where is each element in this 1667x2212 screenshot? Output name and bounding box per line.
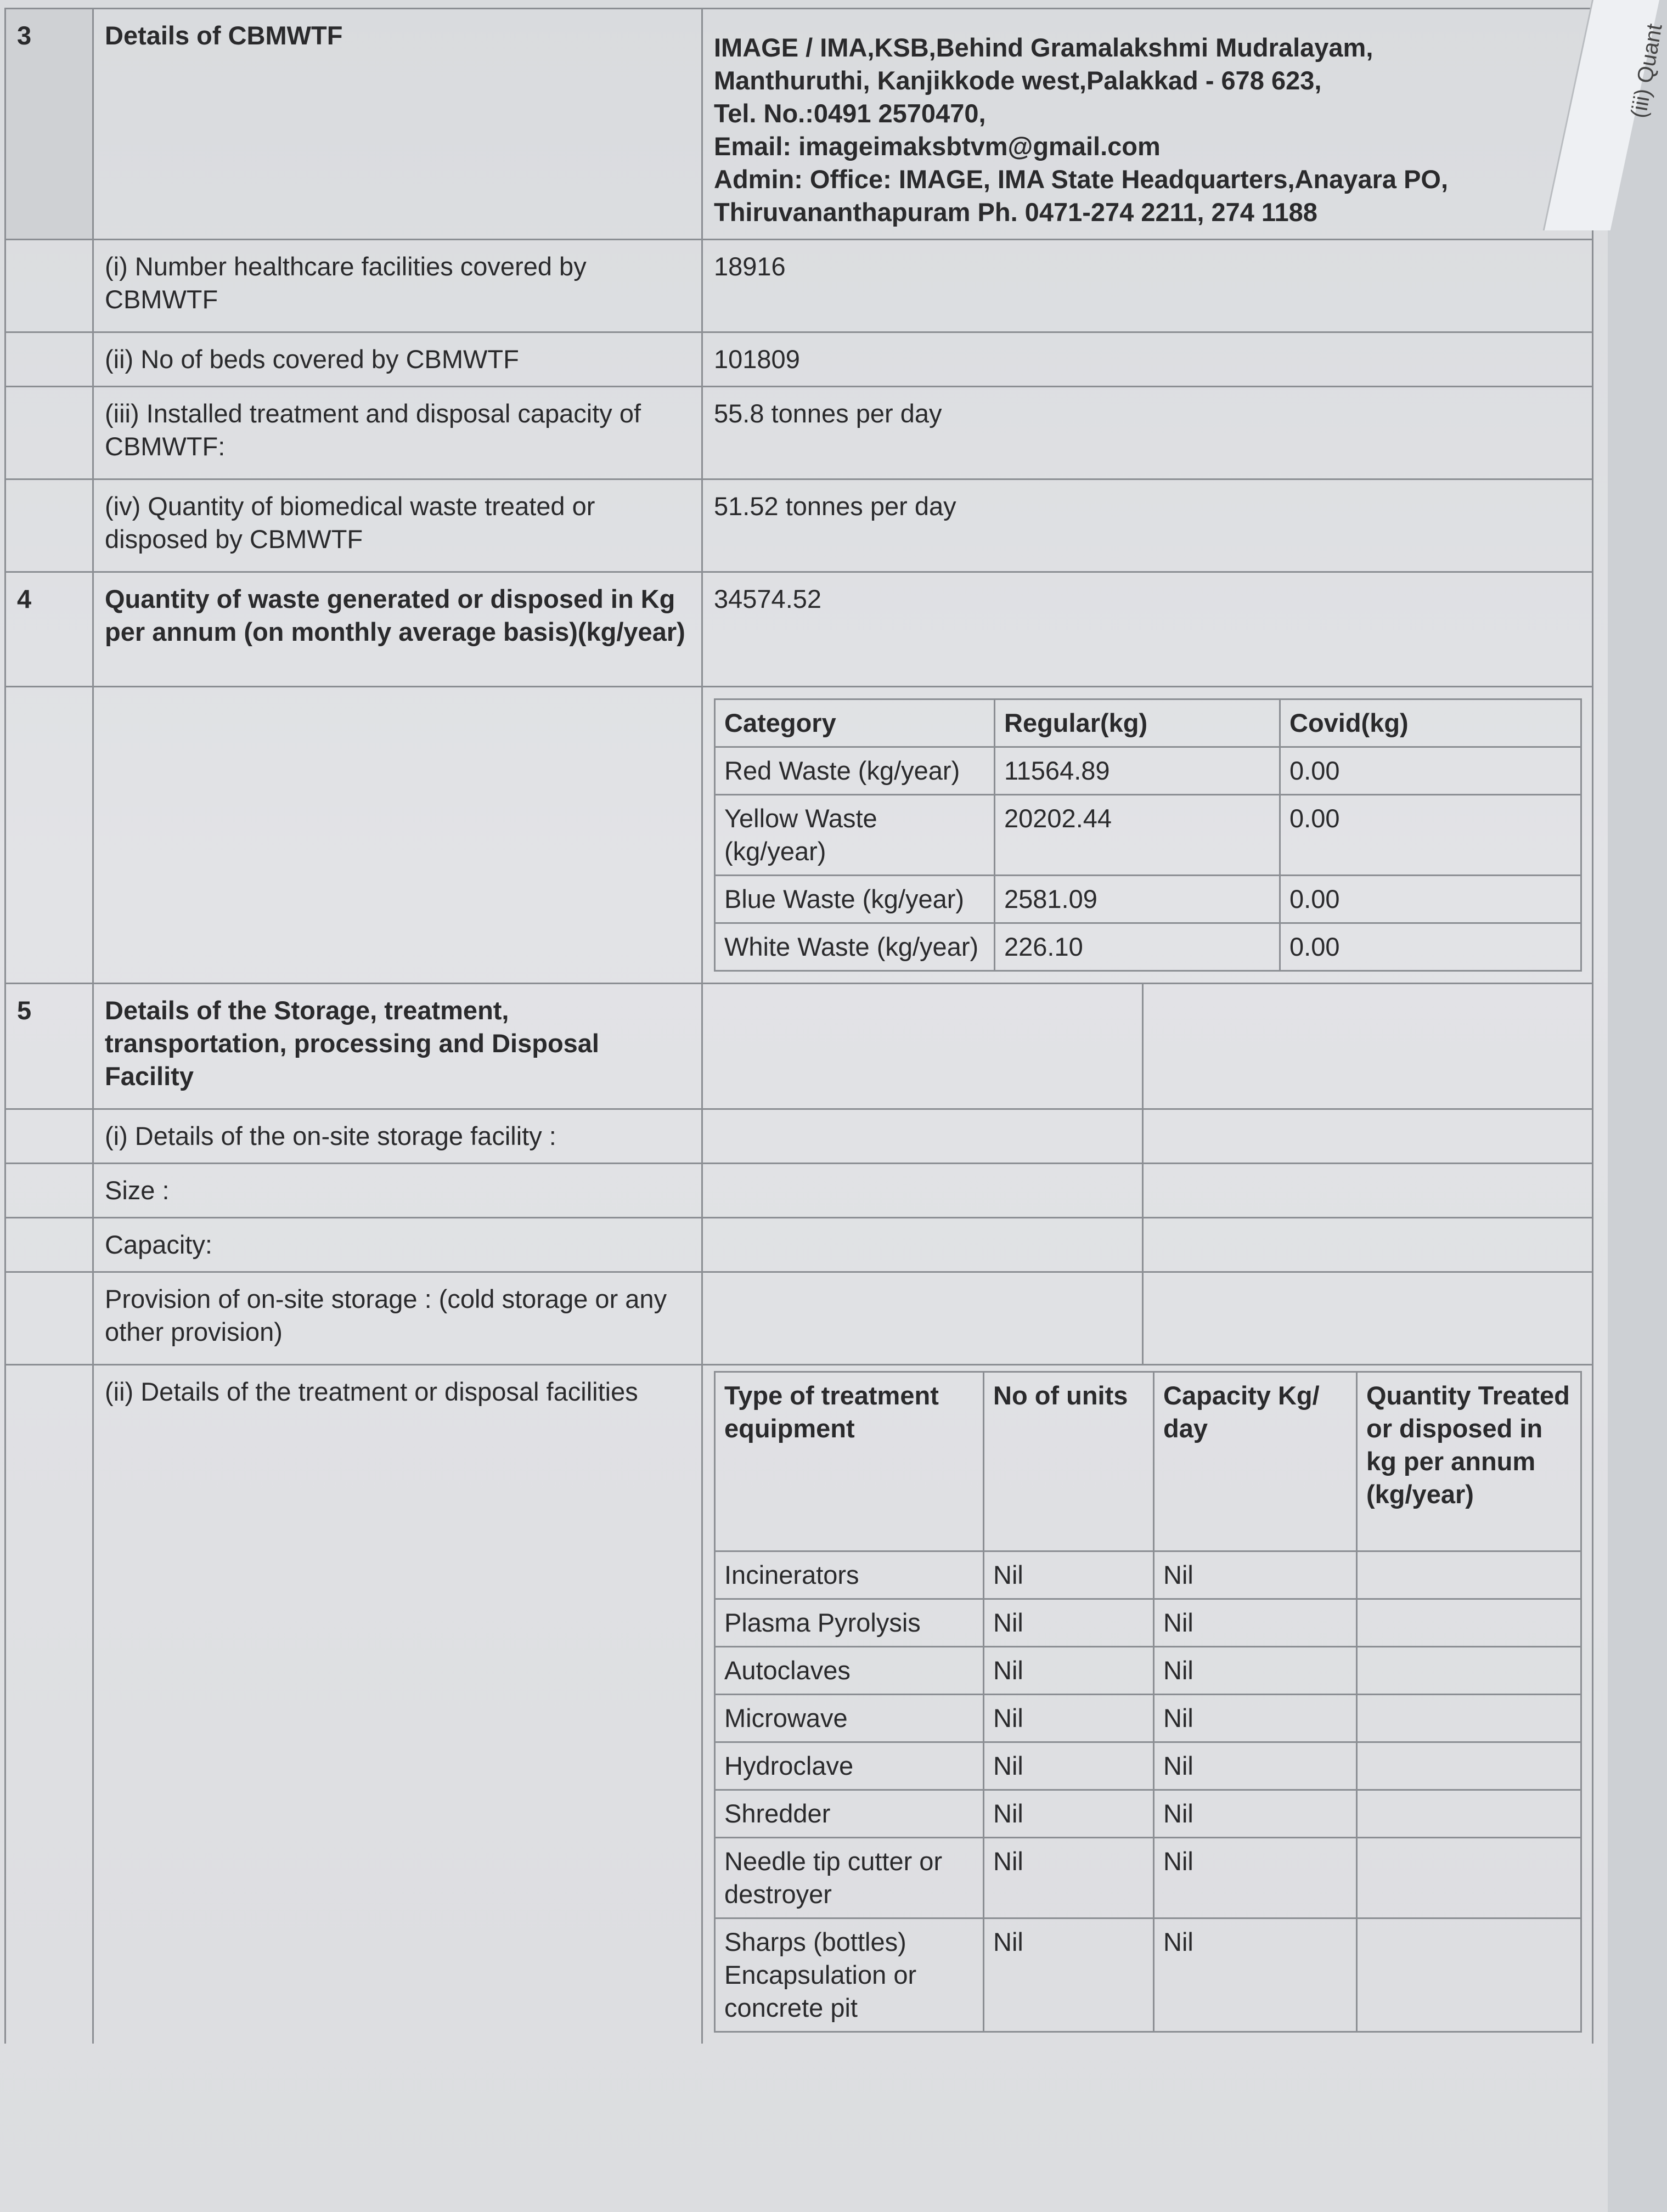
table-cell: Nil: [984, 1790, 1154, 1838]
row-value: 51.52 tonnes per day: [702, 479, 1593, 572]
storage-facility-label: (i) Details of the on-site storage facility :: [93, 1109, 702, 1164]
column-header: Quantity Treated or disposed in kg per annum (kg/year): [1357, 1372, 1581, 1551]
treatment-facilities-label: (ii) Details of the treatment or disposal facilities: [93, 1365, 702, 2044]
table-row: [5, 332, 1593, 387]
table-cell: Nil: [984, 1647, 1154, 1695]
section-number: 3: [5, 9, 93, 240]
table-row: [715, 923, 1581, 971]
table-row: [715, 1599, 1581, 1647]
table-row: [715, 795, 1581, 876]
section-number: 5: [5, 984, 93, 1109]
table-cell: [1357, 1551, 1581, 1599]
table-row: [5, 1218, 1593, 1272]
table-cell: [1357, 1742, 1581, 1790]
row-label: (iii) Installed treatment and disposal capacity of CBMWTF:: [93, 387, 702, 479]
table-cell: Red Waste (kg/year): [715, 747, 995, 795]
treatment-equipment-table: [714, 1371, 1582, 2033]
table-cell: [1357, 1790, 1581, 1838]
table-cell: Blue Waste (kg/year): [715, 876, 995, 923]
table-cell: Incinerators: [715, 1551, 984, 1599]
table-cell: 0.00: [1280, 923, 1581, 971]
address-line: Thiruvananthapuram Ph. 0471-274 2211, 274 1188: [714, 198, 1317, 227]
row-value: 101809: [702, 332, 1593, 387]
capacity-label: Capacity:: [93, 1218, 702, 1272]
row-value: 55.8 tonnes per day: [702, 387, 1593, 479]
table-cell: [1357, 1838, 1581, 1918]
table-row: [715, 747, 1581, 795]
column-header: Covid(kg): [1280, 699, 1581, 747]
row-label: (iv) Quantity of biomedical waste treated or disposed by CBMWTF: [93, 479, 702, 572]
column-header: Capacity Kg/ day: [1154, 1372, 1357, 1551]
section-number: 4: [5, 572, 93, 687]
table-cell: 2581.09: [995, 876, 1280, 923]
table-row: [715, 1695, 1581, 1742]
section-title: Quantity of waste generated or disposed in Kg per annum (on monthly average basis)(kg/year): [93, 572, 702, 687]
table-cell: 11564.89: [995, 747, 1280, 795]
table-row: [715, 1918, 1581, 2032]
table-row: [5, 479, 1593, 572]
table-cell: Nil: [984, 1838, 1154, 1918]
table-row: [5, 1272, 1593, 1365]
treatment-facilities-row: [5, 1365, 1593, 2044]
table-header-row: [715, 1372, 1581, 1551]
table-cell: Nil: [1154, 1599, 1357, 1647]
section-5-header-row: [5, 984, 1593, 1109]
table-cell: White Waste (kg/year): [715, 923, 995, 971]
table-cell: Nil: [984, 1551, 1154, 1599]
table-cell: Nil: [1154, 1838, 1357, 1918]
table-row: [5, 1109, 1593, 1164]
column-header: Type of treatment equipment: [715, 1372, 984, 1551]
address-line: Tel. No.:0491 2570470,: [714, 99, 986, 128]
table-row: [5, 240, 1593, 332]
address-line: Admin: Office: IMAGE, IMA State Headquarters,Anayara PO,: [714, 165, 1449, 194]
table-cell: Nil: [984, 1695, 1154, 1742]
table-cell: Nil: [1154, 1918, 1357, 2032]
next-page-text: (iii) Quant: [1626, 22, 1667, 120]
table-cell: Nil: [1154, 1647, 1357, 1695]
section-title: Details of the Storage, treatment, transportation, processing and Disposal Facility: [93, 984, 702, 1109]
waste-category-row: [5, 687, 1593, 984]
cbmwtf-address: [702, 9, 1593, 240]
column-header: Regular(kg): [995, 699, 1280, 747]
table-row: [715, 1551, 1581, 1599]
table-cell: Nil: [984, 1918, 1154, 2032]
size-label: Size :: [93, 1164, 702, 1218]
table-cell: Hydroclave: [715, 1742, 984, 1790]
table-cell: Nil: [1154, 1742, 1357, 1790]
table-cell: 226.10: [995, 923, 1280, 971]
section-3-header-row: [5, 9, 1593, 240]
column-header: No of units: [984, 1372, 1154, 1551]
table-cell: [1357, 1695, 1581, 1742]
table-cell: Nil: [984, 1599, 1154, 1647]
table-row: [5, 387, 1593, 479]
row-label: (i) Number healthcare facilities covered by CBMWTF: [93, 240, 702, 332]
form-table: [4, 8, 1593, 2044]
table-cell: [1357, 1918, 1581, 2032]
table-cell: Plasma Pyrolysis: [715, 1599, 984, 1647]
table-cell: Nil: [1154, 1551, 1357, 1599]
table-cell: 20202.44: [995, 795, 1280, 876]
table-cell: Nil: [1154, 1695, 1357, 1742]
table-row: [5, 1164, 1593, 1218]
table-cell: Shredder: [715, 1790, 984, 1838]
table-cell: Microwave: [715, 1695, 984, 1742]
row-value: 34574.52: [702, 572, 1593, 687]
waste-category-table: [714, 698, 1582, 972]
table-cell: Yellow Waste (kg/year): [715, 795, 995, 876]
table-cell: 0.00: [1280, 747, 1581, 795]
table-cell: [1357, 1599, 1581, 1647]
section-title: Details of CBMWTF: [93, 9, 702, 240]
table-row: [715, 1742, 1581, 1790]
table-cell: Nil: [984, 1742, 1154, 1790]
table-row: [715, 1647, 1581, 1695]
address-line: Manthuruthi, Kanjikkode west,Palakkad - 678 623,: [714, 66, 1322, 95]
table-cell: Autoclaves: [715, 1647, 984, 1695]
table-cell: Needle tip cutter or destroyer: [715, 1838, 984, 1918]
table-cell: [1357, 1647, 1581, 1695]
address-line: IMAGE / IMA,KSB,Behind Gramalakshmi Mudralayam,: [714, 33, 1373, 62]
table-cell: 0.00: [1280, 795, 1581, 876]
address-line: Email: imageimaksbtvm@gmail.com: [714, 132, 1161, 161]
row-value: 18916: [702, 240, 1593, 332]
row-label: (ii) No of beds covered by CBMWTF: [93, 332, 702, 387]
provision-label: Provision of on-site storage : (cold storage or any other provision): [93, 1272, 702, 1365]
table-row: [715, 876, 1581, 923]
section-4-header-row: [5, 572, 1593, 687]
table-header-row: [715, 699, 1581, 747]
table-cell: Sharps (bottles) Encapsulation or concrete pit: [715, 1918, 984, 2032]
table-cell: Nil: [1154, 1790, 1357, 1838]
table-cell: 0.00: [1280, 876, 1581, 923]
column-header: Category: [715, 699, 995, 747]
table-row: [715, 1838, 1581, 1918]
table-row: [715, 1790, 1581, 1838]
